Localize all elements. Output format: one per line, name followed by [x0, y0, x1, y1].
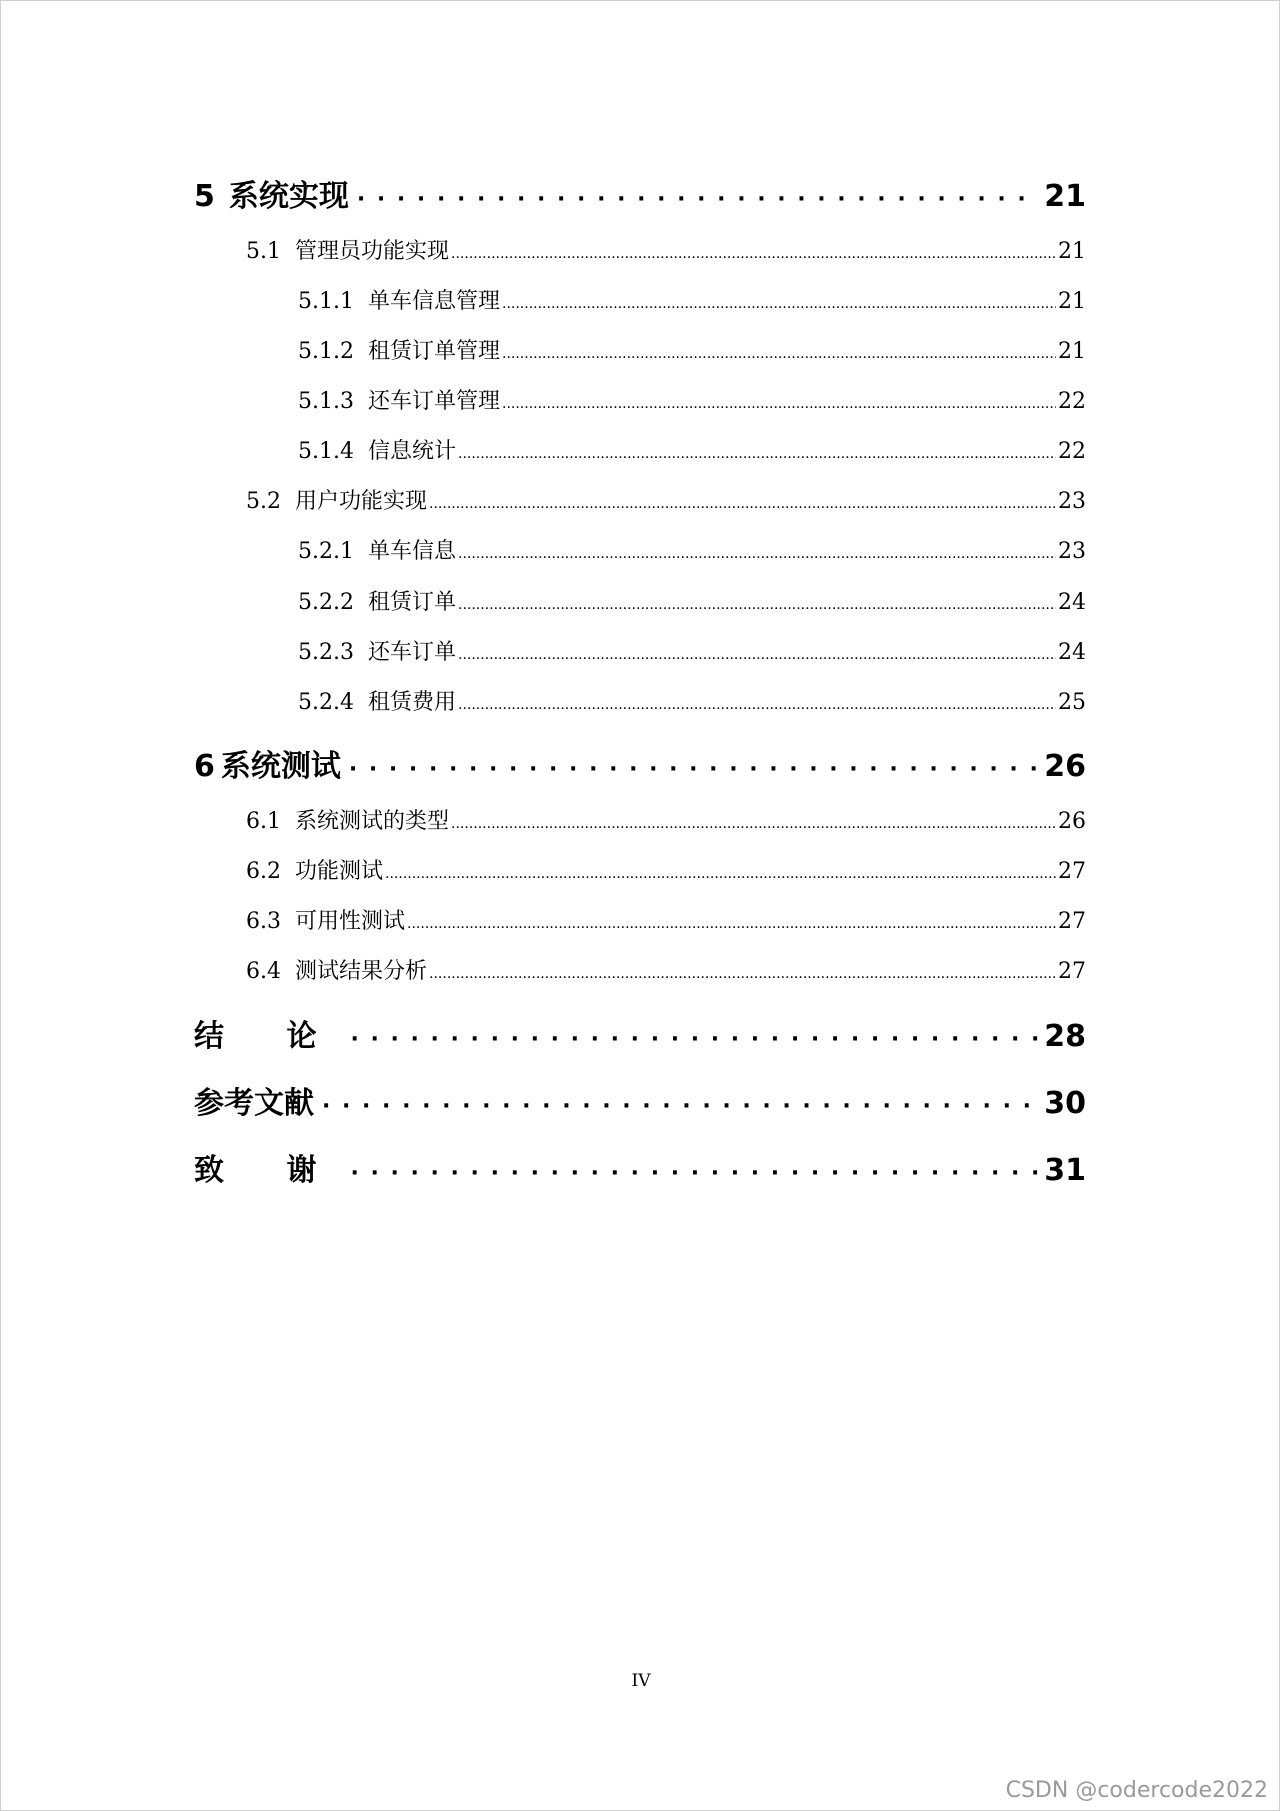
toc-title: 系统实现 [228, 179, 349, 214]
toc-title: 租赁订单管理 [367, 339, 500, 364]
toc-page-number: 23 [1058, 489, 1086, 514]
toc-title: 租赁费用 [367, 690, 456, 715]
toc-page-number: 30 [1044, 1086, 1086, 1121]
toc-title: 参考文献 [194, 1086, 314, 1121]
toc-number: 5.2.2 [298, 590, 354, 615]
toc-page-number: 23 [1058, 539, 1086, 564]
toc-page-number: 22 [1058, 439, 1086, 464]
toc-title: 单车信息管理 [367, 289, 500, 314]
toc-number: 5.2.3 [298, 640, 354, 665]
toc-title: 功能测试 [295, 859, 384, 884]
toc-page-number: 26 [1058, 809, 1086, 834]
toc-number: 5.1.2 [298, 339, 354, 364]
toc-number: 5.2.1 [298, 539, 354, 564]
dot-leader [458, 647, 1056, 663]
toc-number: 6 [194, 749, 215, 784]
dot-leader [502, 296, 1056, 312]
toc-page-number: 21 [1058, 339, 1086, 364]
toc-title: 用户功能实现 [295, 489, 428, 514]
toc-title: 可用性测试 [295, 909, 406, 934]
toc-title: 致 谢 [194, 1153, 343, 1188]
toc-title: 还车订单管理 [367, 389, 500, 414]
toc-title: 测试结果分析 [295, 959, 428, 984]
toc-page-number: 25 [1058, 690, 1086, 715]
toc-number: 5.1.1 [298, 289, 354, 314]
toc-title: 系统测试 [220, 749, 341, 784]
toc-title: 信息统计 [367, 439, 456, 464]
dot-leader [458, 697, 1056, 713]
toc-page-number: 24 [1058, 590, 1086, 615]
toc-number: 6.2 [246, 859, 281, 884]
dot-leader [502, 346, 1056, 362]
page-number-footer: IV [631, 1671, 651, 1691]
toc-number: 5.1.3 [298, 389, 354, 414]
toc-page-number: 27 [1058, 959, 1086, 984]
toc-title: 还车订单 [367, 640, 456, 665]
toc-title: 结 论 [194, 1019, 343, 1054]
toc-title: 租赁订单 [367, 590, 456, 615]
dot-leader [502, 396, 1056, 412]
dot-leader [458, 546, 1056, 562]
toc-number: 5.1.4 [298, 439, 354, 464]
dot-leader [385, 866, 1056, 882]
toc-page-number: 26 [1044, 749, 1086, 784]
toc-number: 6.1 [246, 809, 281, 834]
toc-title: 管理员功能实现 [295, 239, 450, 264]
toc-number: 6.4 [246, 959, 281, 984]
dot-leader [429, 966, 1056, 982]
toc-page-number: 22 [1058, 389, 1086, 414]
toc-page-number: 24 [1058, 640, 1086, 665]
dot-leader [451, 246, 1056, 262]
toc-page-number: 27 [1058, 909, 1086, 934]
dot-leader [357, 187, 1038, 212]
dot-leader [349, 757, 1038, 782]
toc-number: 5.2 [246, 489, 281, 514]
dot-leader [451, 816, 1056, 832]
toc-number: 5.2.4 [298, 690, 354, 715]
toc-number: 6.3 [246, 909, 281, 934]
watermark: CSDN @codercode2022 [1005, 1778, 1268, 1803]
toc-number: 5.1 [246, 239, 281, 264]
toc-page-number: 27 [1058, 859, 1086, 884]
toc-page-number: 28 [1044, 1019, 1086, 1054]
dot-leader [350, 1027, 1038, 1052]
toc-title: 单车信息 [367, 539, 456, 564]
toc-page-number: 31 [1044, 1153, 1086, 1188]
toc-title: 系统测试的类型 [295, 809, 450, 834]
toc-page-number: 21 [1058, 289, 1086, 314]
dot-leader [429, 496, 1056, 512]
toc-number: 5 [194, 179, 215, 214]
dot-leader [322, 1094, 1038, 1119]
toc-page-number: 21 [1044, 179, 1086, 214]
dot-leader [458, 446, 1056, 462]
dot-leader [350, 1161, 1038, 1186]
toc-page-number: 21 [1058, 239, 1086, 264]
dot-leader [458, 597, 1056, 613]
dot-leader [407, 916, 1056, 932]
